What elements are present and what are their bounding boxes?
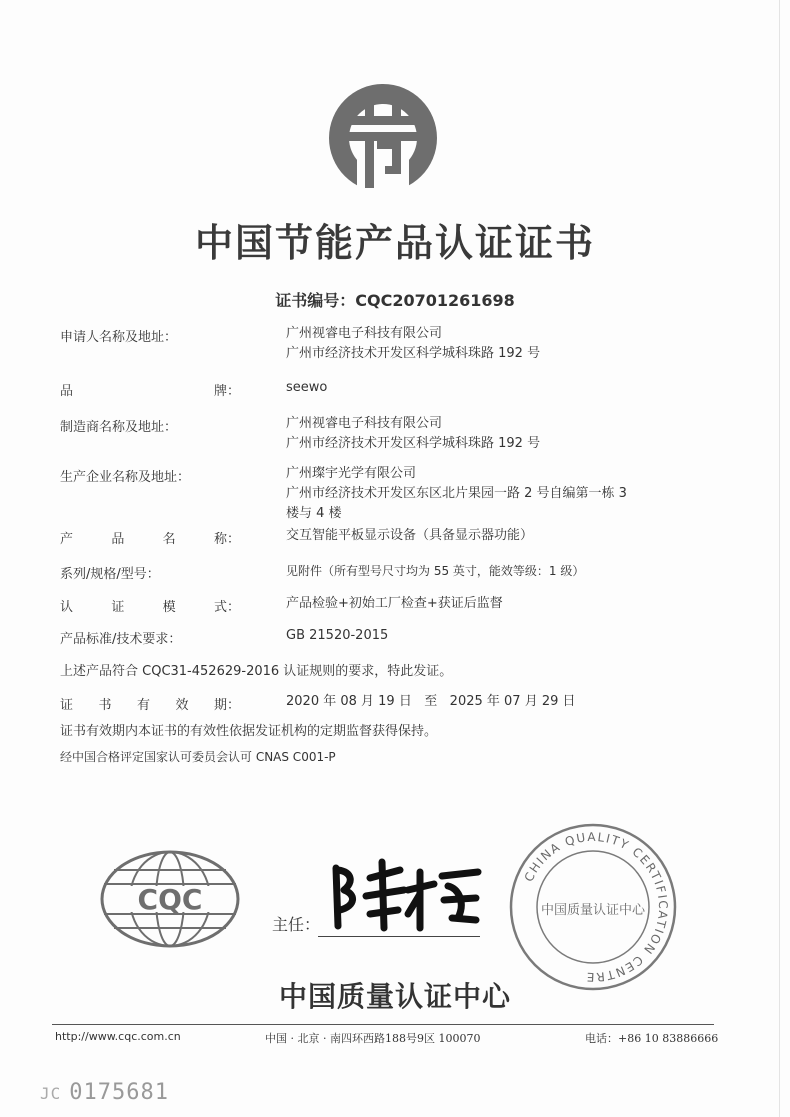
certificate-number — [0, 288, 790, 311]
field-label: 系列/规格/型号： — [60, 567, 160, 582]
factory-address-2: 楼与 4 楼 — [286, 506, 342, 521]
manufacturer-name: 广州视睿电子科技有限公司 — [286, 416, 443, 431]
footer-address: 中国 · 北京 · 南四环西路188号9区 100070 — [265, 1032, 481, 1045]
field-label: 认 证 模 式： — [60, 600, 240, 615]
conformity-statement: 上述产品符合 CQC31-452629-2016 认证规则的要求，特此发证。 — [60, 664, 453, 679]
field-value — [286, 414, 746, 454]
certificate-number-label: 证书编号： — [275, 291, 356, 310]
validity-note: 证书有效期内本证书的有效性依据发证机构的定期监督获得保持。 — [60, 724, 438, 739]
field-value — [286, 594, 746, 614]
field-label: 制造商名称及地址： — [60, 420, 178, 435]
field-value — [286, 378, 746, 398]
footer-phone: 电话：+86 10 83886666 — [585, 1032, 719, 1045]
serial-number — [40, 1080, 169, 1105]
certificate-number-value: CQC20701261698 — [355, 291, 515, 310]
applicant-name: 广州视睿电子科技有限公司 — [286, 326, 443, 341]
footer-url: http://www.cqc.com.cn — [55, 1030, 181, 1043]
cqc-logo-icon — [100, 850, 240, 948]
product-name: 交互智能平板显示设备（具备显示器功能） — [286, 528, 534, 543]
field-value — [286, 464, 746, 524]
field-label: 品 牌： — [60, 384, 240, 399]
field-label: 产品标准/技术要求： — [60, 632, 182, 647]
serial-prefix: JC — [40, 1084, 62, 1103]
page-edge — [779, 0, 780, 1117]
issuer-name: 中国质量认证中心 — [278, 980, 511, 1013]
certification-seal-icon — [508, 822, 678, 992]
signature-icon — [308, 848, 488, 938]
seal-inner-text: 中国质量认证中心 — [540, 903, 646, 918]
field-label: 生产企业名称及地址： — [60, 470, 191, 485]
field-value — [286, 626, 746, 646]
field-value — [286, 526, 746, 546]
seal-ring-text: CHINA QUALITY CERTIFICATION CENTRE — [521, 829, 671, 985]
brand-value: seewo — [286, 380, 328, 395]
field-label: 产 品 名 称： — [60, 532, 240, 547]
factory-address-1: 广州市经济技术开发区东区北片果园一路 2 号自编第一栋 3 — [286, 486, 627, 501]
cqc-logo-text: CQC — [137, 883, 203, 916]
field-label: 证 书 有 效 期： — [60, 698, 240, 713]
energy-saving-logo-icon — [327, 80, 439, 196]
cert-mode-value: 产品检验+初始工厂检查+获证后监督 — [286, 596, 503, 611]
field-value — [286, 692, 746, 712]
serial-value: 0175681 — [69, 1080, 169, 1105]
signature-line — [318, 936, 480, 937]
factory-name: 广州璨宇光学有限公司 — [286, 466, 417, 481]
validity-to-word: 至 — [424, 694, 438, 709]
validity-to: 2025 年 07 月 29 日 — [449, 694, 576, 709]
manufacturer-address: 广州市经济技术开发区科学城科珠路 192 号 — [286, 436, 541, 451]
field-label: 申请人名称及地址： — [60, 330, 178, 345]
director-label: 主任： — [272, 915, 321, 934]
validity-from: 2020 年 08 月 19 日 — [286, 694, 412, 709]
model-value: 见附件（所有型号尺寸均为 55 英寸，能效等级：1 级） — [286, 564, 585, 578]
field-value — [286, 324, 746, 364]
accreditation-note: 经中国合格评定国家认可委员会认可 CNAS C001-P — [60, 750, 336, 764]
field-value — [286, 561, 746, 581]
footer-divider — [52, 1024, 714, 1025]
certificate-title: 中国节能产品认证证书 — [194, 221, 595, 265]
standard-value: GB 21520-2015 — [286, 628, 389, 643]
applicant-address: 广州市经济技术开发区科学城科珠路 192 号 — [286, 346, 541, 361]
